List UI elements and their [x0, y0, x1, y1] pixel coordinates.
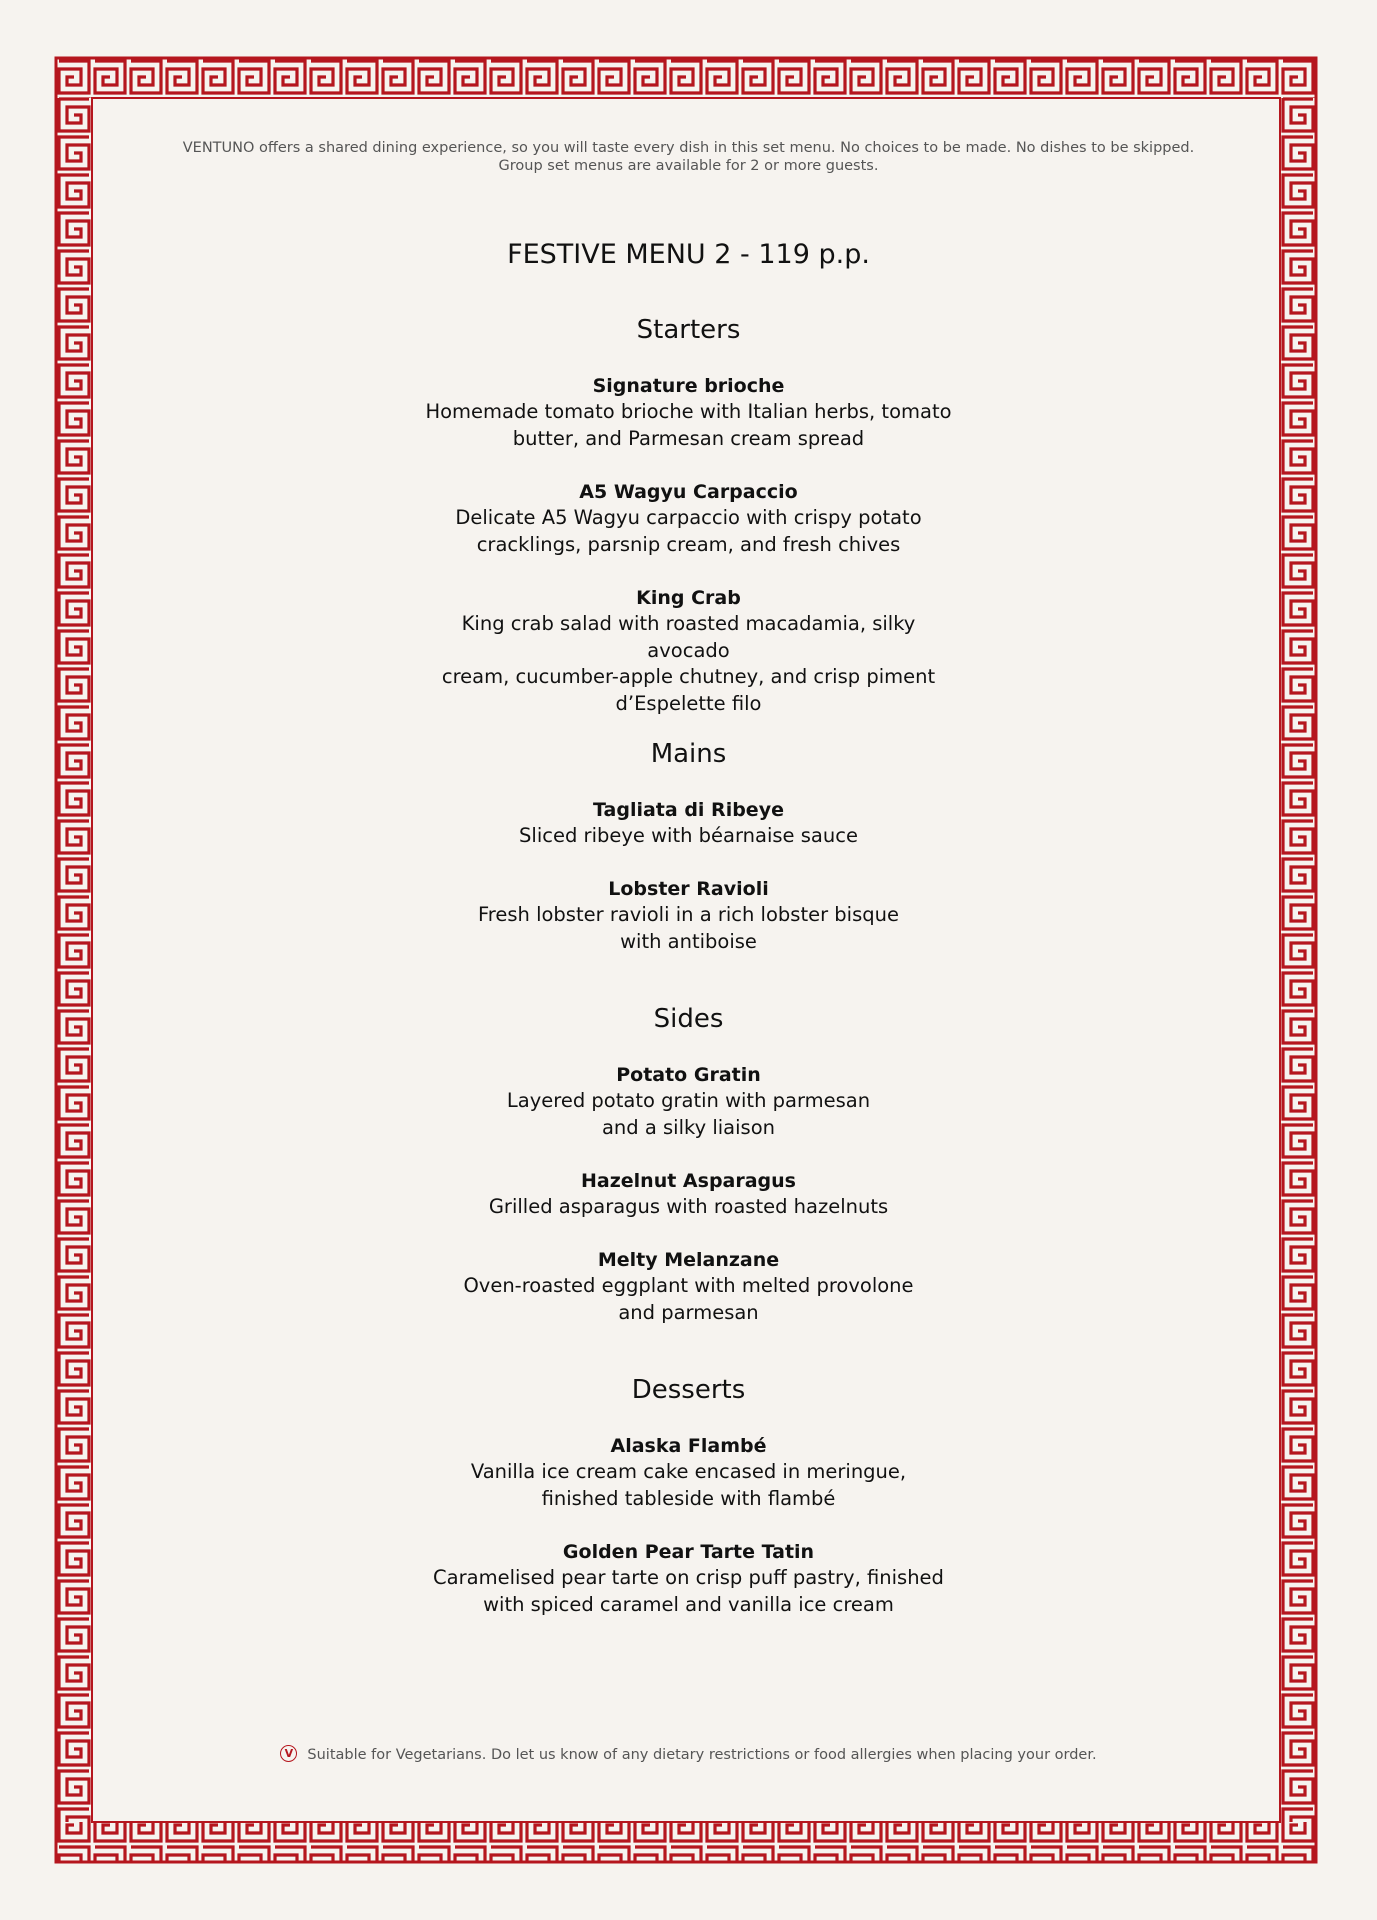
dish-desc-line: King crab salad with roasted macadamia, silky avocado	[461, 612, 916, 662]
dish-description	[419, 611, 959, 717]
dish-desc-line: Caramelised pear tarte on crisp puff pastry, finished	[433, 1566, 944, 1589]
dish-desc-line: Layered potato gratin with parmesan	[506, 1089, 871, 1112]
dish-desc-line: Vanilla ice cream cake encased in meringue,	[470, 1460, 907, 1483]
dish-name: Lobster Ravioli	[608, 878, 769, 900]
dish-desc-line: Delicate A5 Wagyu carpaccio with crispy potato	[455, 506, 922, 529]
dish-description	[419, 1194, 959, 1221]
dish-tagliata-di-ribeye	[120, 797, 1257, 850]
dish-description	[419, 1459, 959, 1512]
dish-name: Melty Melanzane	[597, 1249, 780, 1271]
dish-signature-brioche	[120, 373, 1257, 452]
footnote-text: Suitable for Vegetarians. Do let us know of any dietary restrictions or food allergies when placing your order.	[307, 1747, 1097, 1763]
dish-potato-gratin	[120, 1062, 1257, 1141]
menu-title: FESTIVE MENU 2 - 119 p.p.	[507, 239, 870, 270]
dish-desc-line: Fresh lobster ravioli in a rich lobster bisque	[477, 903, 899, 926]
intro-line-1: VENTUNO offers a shared dining experience, so you will taste every dish in this set menu. No choices to be made. No dishes to be skipped.	[182, 140, 1195, 156]
dish-desc-line: Homemade tomato brioche with Italian herbs, tomato	[425, 400, 952, 423]
dish-desc-line: Sliced ribeye with béarnaise sauce	[519, 824, 858, 847]
dish-name: Golden Pear Tarte Tatin	[562, 1541, 815, 1563]
dish-name: Tagliata di Ribeye	[593, 799, 784, 821]
dish-desc-line: d’Espelette filo	[615, 691, 762, 715]
dish-melty-melanzane	[120, 1247, 1257, 1326]
dish-golden-pear-tarte-tatin	[120, 1539, 1257, 1618]
dish-description	[419, 1565, 959, 1618]
section-title-desserts: Desserts	[631, 1375, 746, 1405]
dish-description	[419, 399, 959, 452]
dish-desc-line: butter, and Parmesan cream spread	[512, 426, 865, 450]
section-title-starters: Starters	[636, 315, 741, 345]
dish-name: Signature brioche	[592, 375, 785, 397]
dish-king-crab	[120, 585, 1257, 717]
dish-desc-line: cracklings, parsnip cream, and fresh chives	[476, 532, 901, 556]
dish-description	[419, 1273, 959, 1326]
dish-desc-line: finished tableside with flambé	[541, 1486, 836, 1510]
dish-desc-line: and a silky liaison	[601, 1115, 775, 1139]
dish-desc-line: Grilled asparagus with roasted hazelnuts	[488, 1195, 889, 1218]
section-title-mains: Mains	[650, 739, 727, 769]
dish-description	[419, 505, 959, 558]
dish-desc-line: and parmesan	[618, 1300, 759, 1324]
dish-description	[419, 823, 959, 850]
dish-hazelnut-asparagus	[120, 1168, 1257, 1221]
dish-name: Potato Gratin	[616, 1064, 761, 1086]
dish-name: Alaska Flambé	[610, 1435, 767, 1457]
dish-desc-line: with spiced caramel and vanilla ice cream	[483, 1592, 894, 1616]
dish-lobster-ravioli	[120, 876, 1257, 955]
vegetarian-icon: V	[280, 1745, 297, 1762]
dish-desc-line: cream, cucumber-apple chutney, and crisp piment	[441, 665, 936, 688]
dish-desc-line: with antiboise	[620, 929, 757, 953]
intro-text	[120, 139, 1257, 175]
dietary-footnote	[120, 1745, 1257, 1765]
section-title-sides: Sides	[653, 1004, 724, 1034]
dish-a5-wagyu-carpaccio	[120, 479, 1257, 558]
intro-line-2: Group set menus are available for 2 or more guests.	[498, 158, 879, 174]
dish-desc-line: Oven-roasted eggplant with melted provolone	[463, 1274, 914, 1297]
dish-description	[419, 902, 959, 955]
dish-alaska-flambe	[120, 1433, 1257, 1512]
dish-description	[419, 1088, 959, 1141]
dish-name: King Crab	[636, 587, 741, 609]
dish-name: A5 Wagyu Carpaccio	[579, 481, 798, 503]
dish-name: Hazelnut Asparagus	[581, 1170, 796, 1192]
